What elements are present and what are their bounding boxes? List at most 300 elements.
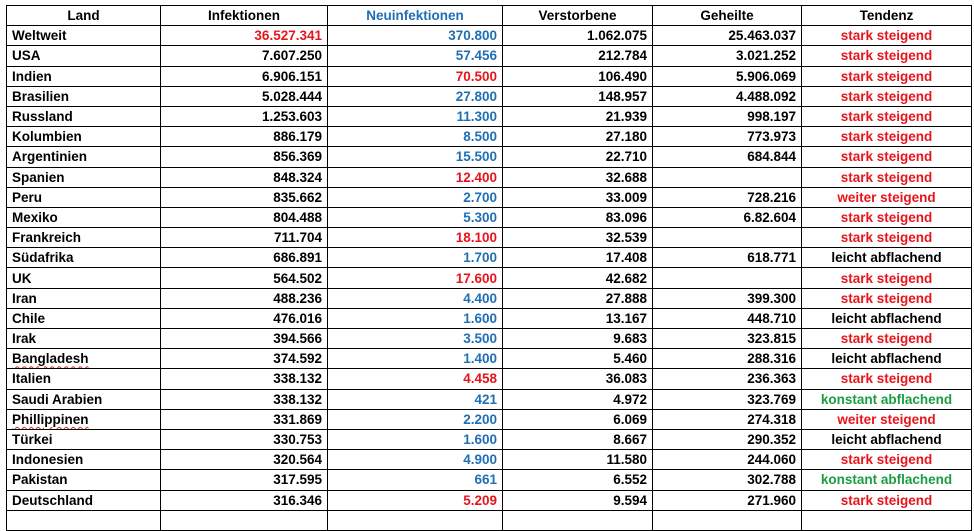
table-row	[7, 207, 972, 227]
cell-neuinfektionen-text: 421	[474, 391, 497, 407]
cell-neuinfektionen	[328, 490, 503, 510]
cell-infektionen	[161, 349, 328, 369]
covid-statistics-table	[6, 5, 972, 531]
table-row	[7, 490, 972, 510]
cell-geheilte-text: 25.463.037	[728, 28, 796, 44]
cell-land-text: Peru	[12, 189, 43, 205]
table-row	[7, 187, 972, 207]
cell-geheilte-text: 998.197	[747, 109, 796, 125]
cell-geheilte	[653, 450, 802, 470]
cell-verstorbene	[503, 268, 653, 288]
cell-neuinfektionen	[328, 106, 503, 126]
cell-neuinfektionen	[328, 228, 503, 248]
cell-land-text: Deutschland	[12, 492, 94, 508]
cell-neuinfektionen	[328, 288, 503, 308]
cell-infektionen-text: 374.592	[273, 351, 322, 367]
cell-geheilte-text: 244.060	[747, 452, 796, 468]
header-land: Land	[7, 6, 161, 26]
cell-geheilte	[653, 86, 802, 106]
cell-geheilte-text: 271.960	[747, 492, 796, 508]
cell-land-text: Spanien	[12, 169, 65, 185]
cell-neuinfektionen	[328, 127, 503, 147]
cell-tendenz-text: stark steigend	[840, 149, 933, 165]
cell-verstorbene-text: 22.710	[605, 149, 647, 165]
header-neuinfektionen: Neuinfektionen	[328, 6, 503, 26]
cell-verstorbene-text: 42.682	[605, 270, 647, 286]
table-row	[7, 510, 972, 530]
cell-geheilte	[653, 349, 802, 369]
cell-tendenz	[802, 86, 972, 106]
table-row	[7, 127, 972, 147]
cell-neuinfektionen-text: 1.600	[463, 432, 497, 448]
cell-infektionen	[161, 187, 328, 207]
cell-verstorbene	[503, 389, 653, 409]
cell-land	[7, 288, 161, 308]
cell-neuinfektionen	[328, 470, 503, 490]
cell-tendenz	[802, 46, 972, 66]
cell-geheilte	[653, 369, 802, 389]
cell-neuinfektionen	[328, 86, 503, 106]
table-row	[7, 46, 972, 66]
table-row	[7, 429, 972, 449]
cell-tendenz-text: weiter steigend	[837, 411, 936, 427]
cell-verstorbene-text: 32.688	[605, 169, 647, 185]
cell-land-text: Frankreich	[12, 230, 82, 246]
cell-neuinfektionen-text: 57.456	[455, 48, 497, 64]
cell-land	[7, 409, 161, 429]
cell-tendenz-text: stark steigend	[840, 68, 933, 84]
cell-neuinfektionen	[328, 450, 503, 470]
cell-land	[7, 147, 161, 167]
cell-neuinfektionen-text: 18.100	[455, 230, 497, 246]
cell-land	[7, 329, 161, 349]
cell-geheilte-text: 288.316	[747, 351, 796, 367]
cell-neuinfektionen	[328, 510, 503, 530]
cell-neuinfektionen-text: 15.500	[455, 149, 497, 165]
cell-verstorbene-text: 13.167	[605, 310, 647, 326]
cell-land	[7, 349, 161, 369]
cell-neuinfektionen-text: 370.800	[448, 28, 497, 44]
cell-geheilte-text: 6.82.604	[743, 209, 796, 225]
cell-neuinfektionen-text: 27.800	[455, 88, 497, 104]
cell-neuinfektionen-text: 12.400	[455, 169, 497, 185]
cell-infektionen-text: 886.179	[273, 129, 322, 145]
cell-tendenz	[802, 510, 972, 530]
cell-infektionen	[161, 510, 328, 530]
cell-land-text: Mexiko	[12, 209, 58, 225]
cell-land-text: Saudi Arabien	[12, 391, 103, 407]
cell-verstorbene	[503, 248, 653, 268]
cell-land	[7, 66, 161, 86]
table-row	[7, 450, 972, 470]
table-row	[7, 106, 972, 126]
cell-neuinfektionen-text: 4.900	[463, 452, 497, 468]
cell-verstorbene	[503, 288, 653, 308]
table-row	[7, 248, 972, 268]
cell-tendenz	[802, 228, 972, 248]
cell-neuinfektionen	[328, 329, 503, 349]
cell-infektionen	[161, 450, 328, 470]
cell-verstorbene	[503, 510, 653, 530]
cell-land	[7, 248, 161, 268]
cell-infektionen	[161, 147, 328, 167]
cell-tendenz-text: stark steigend	[840, 209, 933, 225]
cell-infektionen-text: 5.028.444	[261, 88, 322, 104]
cell-tendenz	[802, 66, 972, 86]
cell-neuinfektionen	[328, 409, 503, 429]
cell-tendenz	[802, 490, 972, 510]
cell-infektionen	[161, 248, 328, 268]
cell-land-text: Argentinien	[12, 149, 88, 165]
cell-geheilte-text: 728.216	[747, 189, 796, 205]
cell-land-text: Italien	[12, 371, 52, 387]
cell-neuinfektionen-text: 661	[474, 472, 497, 488]
table-row	[7, 308, 972, 328]
cell-geheilte-text: 274.318	[747, 411, 796, 427]
cell-land-text: Phillippinen	[12, 411, 89, 427]
cell-verstorbene	[503, 329, 653, 349]
cell-verstorbene-text: 32.539	[605, 230, 647, 246]
cell-infektionen	[161, 26, 328, 46]
cell-neuinfektionen	[328, 167, 503, 187]
cell-neuinfektionen-text: 2.700	[463, 189, 497, 205]
header-infektionen: Infektionen	[161, 6, 328, 26]
cell-verstorbene-text: 6.552	[613, 472, 647, 488]
cell-neuinfektionen-text: 1.700	[463, 250, 497, 266]
cell-tendenz	[802, 308, 972, 328]
cell-neuinfektionen	[328, 66, 503, 86]
cell-infektionen-text: 330.753	[273, 432, 322, 448]
table-row	[7, 389, 972, 409]
cell-land	[7, 26, 161, 46]
cell-verstorbene-text: 5.460	[613, 351, 647, 367]
cell-geheilte-text: 290.352	[747, 432, 796, 448]
cell-tendenz-text: konstant abflachend	[820, 472, 953, 488]
cell-infektionen-text: 317.595	[273, 472, 322, 488]
cell-infektionen-text: 835.662	[273, 189, 322, 205]
cell-neuinfektionen-text: 5.209	[463, 492, 497, 508]
cell-neuinfektionen-text: 4.458	[463, 371, 497, 387]
cell-neuinfektionen-text: 17.600	[455, 270, 497, 286]
cell-verstorbene-text: 36.083	[605, 371, 647, 387]
cell-verstorbene-text: 8.667	[613, 432, 647, 448]
cell-verstorbene-text: 1.062.075	[586, 28, 647, 44]
cell-land-text: Iran	[12, 290, 37, 306]
cell-tendenz-text: stark steigend	[840, 270, 933, 286]
table-row	[7, 86, 972, 106]
table-row	[7, 470, 972, 490]
cell-tendenz-text: stark steigend	[840, 169, 933, 185]
cell-verstorbene-text: 6.069	[613, 411, 647, 427]
cell-land-text: Südafrika	[12, 250, 74, 266]
cell-verstorbene-text: 27.180	[605, 129, 647, 145]
cell-land	[7, 228, 161, 248]
header-geheilte: Geheilte	[653, 6, 802, 26]
cell-land-text: Weltweit	[12, 28, 67, 44]
cell-geheilte-text: 302.788	[747, 472, 796, 488]
cell-verstorbene-text: 9.594	[613, 492, 647, 508]
cell-land	[7, 268, 161, 288]
cell-infektionen	[161, 228, 328, 248]
cell-verstorbene	[503, 127, 653, 147]
cell-land-text: Pakistan	[12, 472, 68, 488]
cell-neuinfektionen	[328, 349, 503, 369]
cell-tendenz-text: stark steigend	[840, 331, 933, 347]
cell-geheilte-text: 5.906.069	[735, 68, 796, 84]
cell-land	[7, 490, 161, 510]
cell-verstorbene-text: 106.490	[598, 68, 647, 84]
cell-land-text: Kolumbien	[12, 129, 82, 145]
cell-infektionen-text: 848.324	[273, 169, 322, 185]
cell-tendenz	[802, 429, 972, 449]
cell-tendenz	[802, 127, 972, 147]
cell-tendenz-text: stark steigend	[840, 48, 933, 64]
cell-land-text: Irak	[12, 331, 37, 347]
cell-infektionen-text: 711.704	[273, 230, 322, 246]
cell-geheilte	[653, 470, 802, 490]
table-row	[7, 369, 972, 389]
cell-neuinfektionen-text: 3.500	[463, 331, 497, 347]
cell-infektionen-text: 320.564	[273, 452, 322, 468]
table-row	[7, 147, 972, 167]
cell-verstorbene	[503, 429, 653, 449]
cell-geheilte	[653, 207, 802, 227]
cell-land	[7, 207, 161, 227]
cell-tendenz-text: stark steigend	[840, 109, 933, 125]
cell-neuinfektionen-text: 11.300	[456, 109, 497, 125]
cell-verstorbene	[503, 66, 653, 86]
cell-verstorbene	[503, 490, 653, 510]
cell-geheilte	[653, 187, 802, 207]
cell-geheilte	[653, 510, 802, 530]
cell-verstorbene	[503, 470, 653, 490]
cell-infektionen-text: 338.132	[273, 371, 322, 387]
cell-infektionen	[161, 46, 328, 66]
cell-neuinfektionen	[328, 268, 503, 288]
cell-tendenz-text: stark steigend	[840, 492, 933, 508]
cell-geheilte	[653, 228, 802, 248]
cell-verstorbene-text: 4.972	[613, 391, 647, 407]
cell-verstorbene-text: 21.939	[605, 109, 647, 125]
cell-neuinfektionen	[328, 187, 503, 207]
cell-land	[7, 167, 161, 187]
table-body	[7, 26, 972, 531]
cell-geheilte	[653, 46, 802, 66]
header-verstorbene: Verstorbene	[503, 6, 653, 26]
cell-tendenz	[802, 268, 972, 288]
cell-infektionen	[161, 86, 328, 106]
cell-geheilte	[653, 409, 802, 429]
cell-land-text: Russland	[12, 109, 73, 125]
cell-infektionen	[161, 207, 328, 227]
cell-verstorbene	[503, 46, 653, 66]
cell-land	[7, 429, 161, 449]
cell-infektionen	[161, 66, 328, 86]
cell-land-text: Chile	[12, 310, 46, 326]
cell-neuinfektionen-text: 8.500	[463, 129, 497, 145]
cell-neuinfektionen	[328, 26, 503, 46]
cell-verstorbene-text: 83.096	[605, 209, 647, 225]
cell-tendenz-text: leicht abflachend	[831, 351, 942, 367]
cell-tendenz-text: leicht abflachend	[831, 250, 942, 266]
cell-verstorbene	[503, 369, 653, 389]
cell-tendenz	[802, 106, 972, 126]
cell-geheilte	[653, 329, 802, 349]
cell-geheilte	[653, 490, 802, 510]
cell-land	[7, 308, 161, 328]
table-row	[7, 288, 972, 308]
cell-neuinfektionen	[328, 429, 503, 449]
cell-infektionen-text: 856.369	[273, 149, 322, 165]
cell-verstorbene	[503, 26, 653, 46]
cell-geheilte	[653, 288, 802, 308]
cell-neuinfektionen	[328, 248, 503, 268]
cell-geheilte-text: 323.815	[747, 331, 796, 347]
cell-neuinfektionen-text: 1.400	[463, 351, 497, 367]
cell-infektionen	[161, 429, 328, 449]
cell-land-text: UK	[12, 270, 32, 286]
cell-land	[7, 510, 161, 530]
cell-infektionen-text: 36.527.341	[254, 28, 322, 44]
table-row	[7, 268, 972, 288]
cell-verstorbene	[503, 167, 653, 187]
cell-tendenz	[802, 147, 972, 167]
cell-verstorbene	[503, 349, 653, 369]
cell-tendenz-text: leicht abflachend	[831, 310, 942, 326]
cell-land-text: Indien	[12, 68, 52, 84]
table-row	[7, 329, 972, 349]
cell-verstorbene	[503, 86, 653, 106]
cell-land	[7, 86, 161, 106]
cell-land	[7, 369, 161, 389]
cell-infektionen-text: 7.607.250	[261, 48, 322, 64]
cell-verstorbene-text: 33.009	[605, 189, 647, 205]
header-tendenz: Tendenz	[802, 6, 972, 26]
cell-geheilte	[653, 429, 802, 449]
cell-tendenz	[802, 26, 972, 46]
cell-land	[7, 450, 161, 470]
cell-infektionen	[161, 288, 328, 308]
cell-geheilte	[653, 66, 802, 86]
cell-geheilte	[653, 248, 802, 268]
table-row	[7, 26, 972, 46]
cell-geheilte-text: 4.488.092	[735, 88, 796, 104]
cell-tendenz-text: stark steigend	[840, 129, 933, 145]
cell-neuinfektionen-text: 5.300	[463, 209, 497, 225]
cell-tendenz-text: stark steigend	[840, 371, 933, 387]
cell-tendenz	[802, 470, 972, 490]
cell-infektionen	[161, 409, 328, 429]
cell-infektionen-text: 316.346	[273, 492, 322, 508]
cell-verstorbene	[503, 450, 653, 470]
cell-neuinfektionen-text: 4.400	[463, 290, 497, 306]
cell-geheilte-text: 323.769	[747, 391, 796, 407]
cell-verstorbene-text: 9.683	[613, 331, 647, 347]
cell-infektionen-text: 338.132	[273, 391, 322, 407]
cell-tendenz-text: weiter steigend	[837, 189, 936, 205]
cell-tendenz	[802, 207, 972, 227]
cell-infektionen-text: 6.906.151	[261, 68, 322, 84]
cell-tendenz-text: stark steigend	[840, 28, 933, 44]
cell-infektionen	[161, 127, 328, 147]
cell-infektionen-text: 394.566	[273, 331, 322, 347]
cell-infektionen-text: 1.253.603	[261, 109, 322, 125]
cell-verstorbene	[503, 409, 653, 429]
cell-infektionen	[161, 470, 328, 490]
cell-land-text: Indonesien	[12, 452, 84, 468]
cell-land	[7, 187, 161, 207]
cell-tendenz	[802, 288, 972, 308]
cell-land	[7, 106, 161, 126]
cell-neuinfektionen-text: 2.200	[463, 411, 497, 427]
cell-infektionen-text: 488.236	[273, 290, 322, 306]
cell-infektionen	[161, 329, 328, 349]
cell-geheilte-text: 448.710	[747, 310, 796, 326]
cell-verstorbene	[503, 187, 653, 207]
cell-land	[7, 470, 161, 490]
cell-tendenz	[802, 349, 972, 369]
cell-geheilte	[653, 308, 802, 328]
cell-geheilte-text: 236.363	[747, 371, 796, 387]
cell-geheilte	[653, 167, 802, 187]
cell-geheilte-text: 399.300	[747, 290, 796, 306]
cell-tendenz	[802, 248, 972, 268]
cell-tendenz-text: leicht abflachend	[831, 432, 942, 448]
cell-geheilte-text: 3.021.252	[735, 48, 796, 64]
cell-infektionen-text: 564.502	[273, 270, 322, 286]
cell-tendenz	[802, 369, 972, 389]
cell-land	[7, 127, 161, 147]
cell-verstorbene-text: 212.784	[598, 48, 647, 64]
cell-infektionen-text: 686.891	[273, 250, 322, 266]
cell-land-text: USA	[12, 48, 41, 64]
cell-neuinfektionen-text: 1.600	[463, 310, 497, 326]
cell-geheilte-text: 618.771	[747, 250, 796, 266]
cell-tendenz	[802, 389, 972, 409]
cell-geheilte	[653, 127, 802, 147]
cell-geheilte	[653, 26, 802, 46]
table-row	[7, 409, 972, 429]
cell-tendenz-text: stark steigend	[840, 452, 933, 468]
cell-infektionen-text: 804.488	[273, 209, 322, 225]
cell-verstorbene	[503, 207, 653, 227]
cell-tendenz	[802, 167, 972, 187]
cell-neuinfektionen	[328, 308, 503, 328]
cell-tendenz-text: konstant abflachend	[820, 391, 953, 407]
table-row	[7, 349, 972, 369]
cell-verstorbene	[503, 308, 653, 328]
cell-land-text: Bangladesh	[12, 351, 89, 367]
cell-tendenz	[802, 409, 972, 429]
cell-infektionen	[161, 369, 328, 389]
header-row	[7, 6, 972, 26]
cell-tendenz	[802, 450, 972, 470]
table-row	[7, 228, 972, 248]
cell-land	[7, 389, 161, 409]
cell-tendenz-text: stark steigend	[840, 88, 933, 104]
cell-verstorbene-text: 148.957	[598, 88, 647, 104]
cell-verstorbene-text: 11.580	[606, 452, 647, 468]
cell-infektionen-text: 331.869	[273, 411, 322, 427]
cell-verstorbene-text: 27.888	[605, 290, 647, 306]
cell-infektionen	[161, 490, 328, 510]
cell-geheilte	[653, 389, 802, 409]
cell-infektionen	[161, 106, 328, 126]
cell-geheilte-text: 773.973	[747, 129, 796, 145]
cell-tendenz	[802, 187, 972, 207]
cell-geheilte	[653, 268, 802, 288]
cell-verstorbene	[503, 106, 653, 126]
